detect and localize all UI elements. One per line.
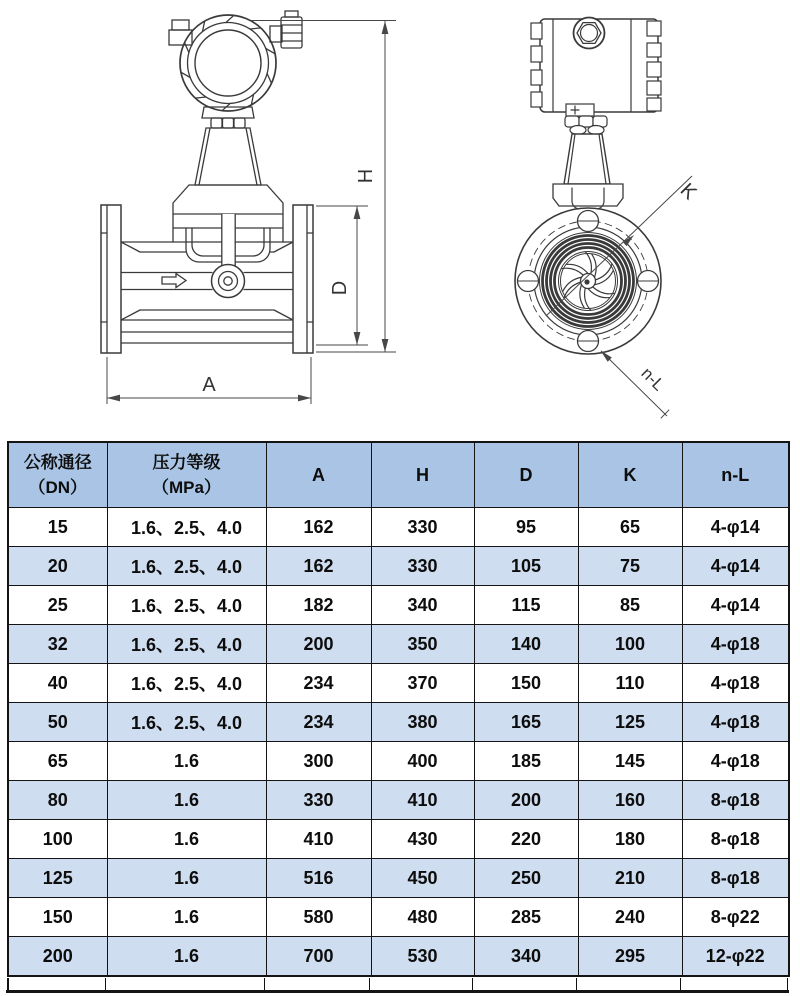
sensor-boss <box>186 214 270 268</box>
table-cell: 200 <box>266 625 371 664</box>
table-cell: 75 <box>578 547 682 586</box>
table-cell: 180 <box>578 820 682 859</box>
table-cell: 300 <box>266 742 371 781</box>
col-header-pressure <box>107 442 266 508</box>
table-row <box>8 859 789 898</box>
table-row <box>8 898 789 937</box>
front-view <box>101 11 313 353</box>
neck-side <box>553 104 623 209</box>
table-cell: 125 <box>578 703 682 742</box>
col-header-k: K <box>578 442 682 508</box>
table-cell: 145 <box>578 742 682 781</box>
table-cell: 330 <box>371 508 474 547</box>
table-cell: 410 <box>266 820 371 859</box>
table-cell: 4-φ18 <box>682 742 789 781</box>
table-cell: 182 <box>266 586 371 625</box>
dim-label-n-l: n-L <box>637 363 669 395</box>
table-cell: 200 <box>8 937 107 977</box>
table-cell: 15 <box>8 508 107 547</box>
table-cell: 380 <box>371 703 474 742</box>
table-cell: 160 <box>578 781 682 820</box>
table-row <box>8 664 789 703</box>
cutoff-row-top-border <box>6 990 789 993</box>
dim-label-d: D <box>329 280 351 296</box>
flange-left <box>101 205 121 353</box>
table-cell: 20 <box>8 547 107 586</box>
table-cell: 240 <box>578 898 682 937</box>
table-cell: 295 <box>578 937 682 977</box>
table-cell: 330 <box>371 547 474 586</box>
flange-right <box>293 205 313 353</box>
col-header-h: H <box>371 442 474 508</box>
table-cell: 12-φ22 <box>682 937 789 977</box>
col-header-dn-line2: （DN） <box>28 478 88 497</box>
table-cell: 40 <box>8 664 107 703</box>
table-row <box>8 625 789 664</box>
col-header-d: D <box>474 442 578 508</box>
table-cell: 285 <box>474 898 578 937</box>
table-cell: 80 <box>8 781 107 820</box>
table-cell: 162 <box>266 547 371 586</box>
table-cell: 1.6 <box>107 859 266 898</box>
table-cell: 25 <box>8 586 107 625</box>
flowmeter-technical-drawing <box>0 0 800 432</box>
table-cell: 105 <box>474 547 578 586</box>
side-view <box>515 18 661 355</box>
table-cell: 115 <box>474 586 578 625</box>
table-cell: 1.6、2.5、4.0 <box>107 664 266 703</box>
table-cell: 65 <box>8 742 107 781</box>
table-row <box>8 820 789 859</box>
table-body <box>8 508 789 977</box>
table-cell: 530 <box>371 937 474 977</box>
col-header-pressure-line1: 压力等级 <box>152 452 221 472</box>
table-row <box>8 703 789 742</box>
table-cell: 4-φ18 <box>682 625 789 664</box>
table-cell: 400 <box>371 742 474 781</box>
table-cell: 185 <box>474 742 578 781</box>
col-header-dn-line1: 公称通径 <box>23 452 92 472</box>
table-cell: 32 <box>8 625 107 664</box>
table-row <box>8 742 789 781</box>
table-cell: 350 <box>371 625 474 664</box>
table-cell: 1.6 <box>107 820 266 859</box>
table-cell: 4-φ14 <box>682 508 789 547</box>
flange-face <box>515 208 661 354</box>
table-row <box>8 586 789 625</box>
table-cell: 370 <box>371 664 474 703</box>
table-cell: 430 <box>371 820 474 859</box>
table-cell: 8-φ18 <box>682 859 789 898</box>
col-header-pressure-line2: （MPa） <box>152 478 221 497</box>
table-cell: 100 <box>8 820 107 859</box>
table-cell: 516 <box>266 859 371 898</box>
table-cell: 150 <box>474 664 578 703</box>
table-cell: 125 <box>8 859 107 898</box>
table-row <box>8 937 789 977</box>
col-header-a: A <box>266 442 371 508</box>
table-cell: 480 <box>371 898 474 937</box>
table-cell: 85 <box>578 586 682 625</box>
table-cell: 8-φ18 <box>682 820 789 859</box>
table-cell: 95 <box>474 508 578 547</box>
table-row <box>8 508 789 547</box>
table-cell: 700 <box>266 937 371 977</box>
table-cell: 4-φ18 <box>682 703 789 742</box>
table-cell: 200 <box>474 781 578 820</box>
table-cell: 234 <box>266 703 371 742</box>
table-cell: 4-φ14 <box>682 586 789 625</box>
table-cell: 4-φ14 <box>682 547 789 586</box>
table-cell: 330 <box>266 781 371 820</box>
table-cell: 1.6、2.5、4.0 <box>107 703 266 742</box>
table-cell: 1.6、2.5、4.0 <box>107 508 266 547</box>
sensor-port <box>212 265 245 298</box>
neck-front <box>195 107 261 185</box>
table-cell: 1.6、2.5、4.0 <box>107 547 266 586</box>
table-cell: 220 <box>474 820 578 859</box>
table-cell: 65 <box>578 508 682 547</box>
table-cell: 165 <box>474 703 578 742</box>
front-view-dimensions <box>107 21 396 405</box>
table-cell: 150 <box>8 898 107 937</box>
table-row <box>8 547 789 586</box>
dim-label-h: H <box>355 168 377 184</box>
housing-side <box>531 18 661 113</box>
dim-label-a: A <box>202 374 216 396</box>
table-cell: 340 <box>371 586 474 625</box>
table-cell: 4-φ18 <box>682 664 789 703</box>
table-cell: 140 <box>474 625 578 664</box>
table-cell: 8-φ22 <box>682 898 789 937</box>
col-header-dn <box>8 442 107 508</box>
table-cell: 340 <box>474 937 578 977</box>
table-cell: 1.6 <box>107 898 266 937</box>
table-cell: 50 <box>8 703 107 742</box>
table-cell: 250 <box>474 859 578 898</box>
table-cell: 210 <box>578 859 682 898</box>
table-cell: 580 <box>266 898 371 937</box>
table-cell: 1.6 <box>107 742 266 781</box>
table-cell: 1.6、2.5、4.0 <box>107 586 266 625</box>
dim-label-k: K <box>675 179 701 205</box>
cutoff-row-borders <box>7 978 788 990</box>
table-row <box>8 781 789 820</box>
table-cell: 1.6 <box>107 937 266 977</box>
cable-gland-left <box>169 20 192 45</box>
table-cell: 100 <box>578 625 682 664</box>
table-header-row <box>8 442 789 508</box>
cable-gland-right <box>270 11 302 48</box>
col-header-n-l: n-L <box>682 442 789 508</box>
table-cell: 8-φ18 <box>682 781 789 820</box>
table-cell: 110 <box>578 664 682 703</box>
transmitter-head <box>180 15 276 111</box>
flow-arrow <box>162 274 186 288</box>
table-cell: 1.6、2.5、4.0 <box>107 625 266 664</box>
table-cell: 410 <box>371 781 474 820</box>
table-cell: 234 <box>266 664 371 703</box>
table-cell: 162 <box>266 508 371 547</box>
table-cell: 1.6 <box>107 781 266 820</box>
dimension-table <box>7 441 790 977</box>
table-cell: 450 <box>371 859 474 898</box>
